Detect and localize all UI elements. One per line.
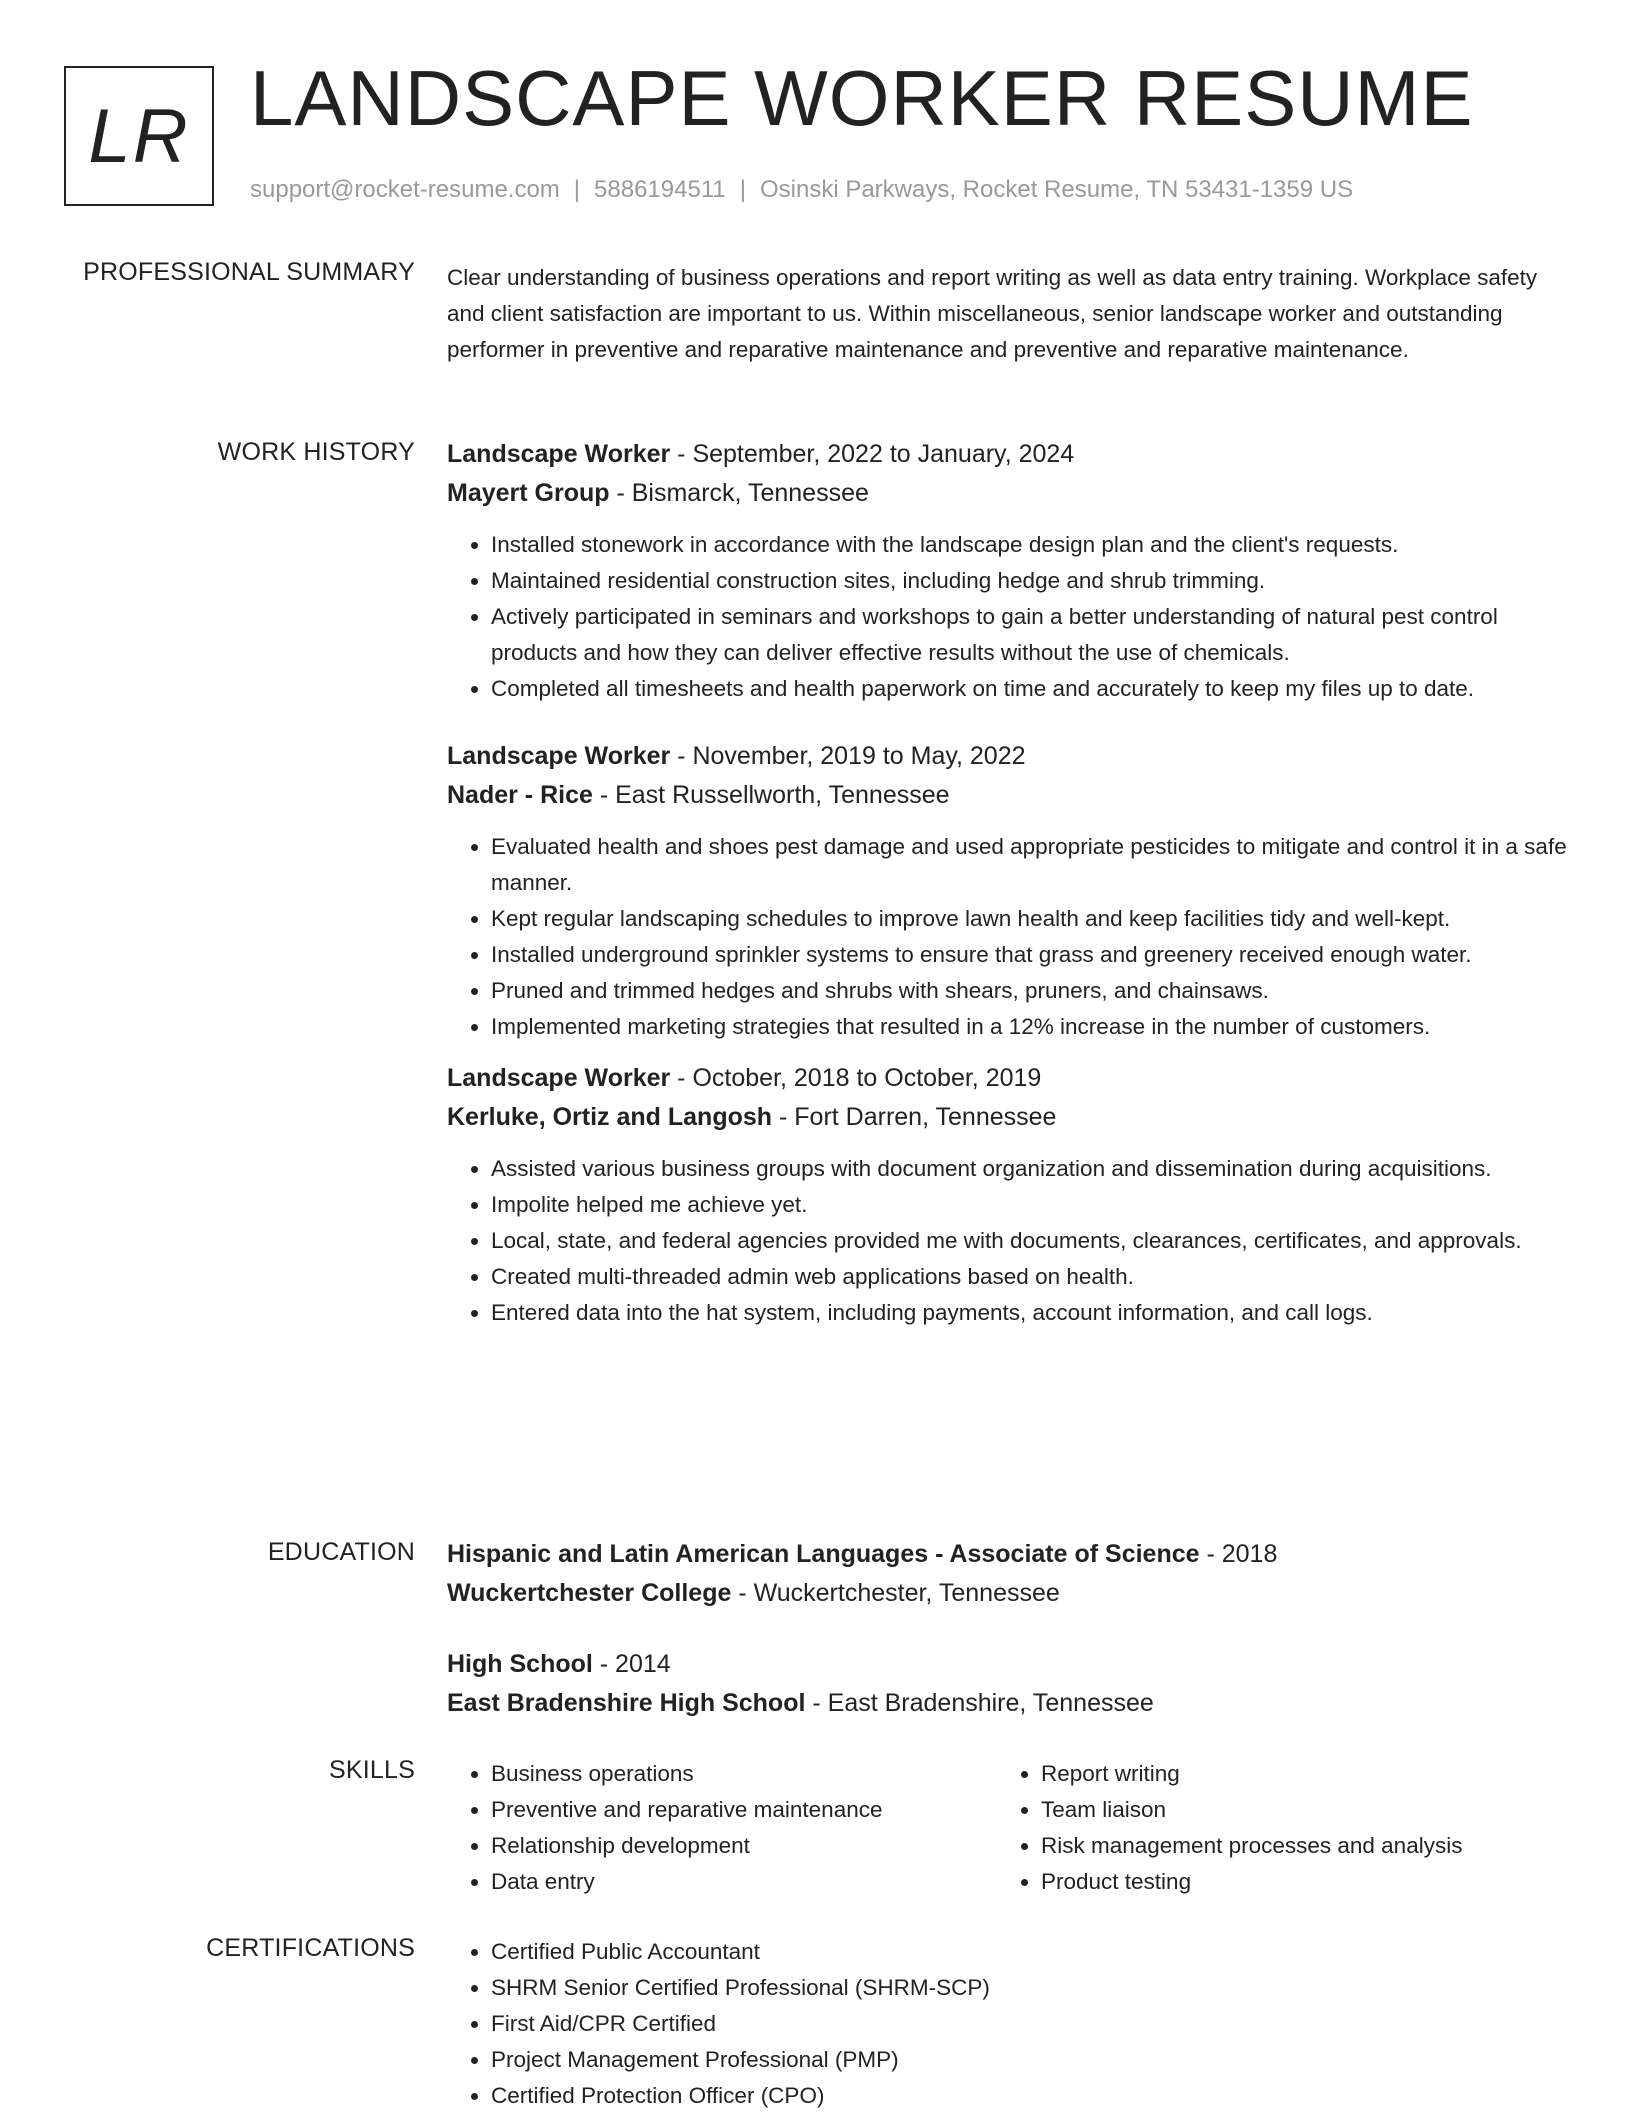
- job-location: - Fort Darren, Tennessee: [772, 1103, 1057, 1131]
- certification-item: • Certified Public Accountant: [491, 1934, 990, 1970]
- skill-item: • Team liaison: [1041, 1792, 1462, 1828]
- certifications-body: [447, 1934, 1567, 2114]
- section-label-work-history: WORK HISTORY: [217, 438, 415, 466]
- skills-body: [447, 1756, 1567, 1900]
- certification-item: • Certified Protection Officer (CPO): [491, 2078, 990, 2114]
- education-year: - 2014: [592, 1650, 671, 1678]
- job-title: Landscape Worker: [447, 1064, 671, 1092]
- job-entry: [447, 737, 1567, 1045]
- contact-email: support@rocket-resume.com: [250, 176, 560, 203]
- skill-item: • Preventive and reparative maintenance: [491, 1792, 997, 1828]
- job-company-line: [447, 776, 1567, 815]
- education-school: East Bradenshire High School: [447, 1689, 806, 1717]
- job-company: Kerluke, Ortiz and Langosh: [447, 1103, 773, 1131]
- certification-item: • Project Management Professional (PMP): [491, 2042, 990, 2078]
- job-bullet: • Impolite helped me achieve yet.: [491, 1187, 1567, 1223]
- job-company: Mayert Group: [447, 479, 610, 507]
- job-company-line: [447, 474, 1567, 513]
- job-title-line: [447, 737, 1567, 776]
- education-year: - 2018: [1199, 1540, 1278, 1568]
- job-bullet: • Maintained residential construction sites, including hedge and shrub trimming.: [491, 563, 1567, 599]
- job-title: Landscape Worker: [447, 742, 671, 770]
- job-bullet: • Completed all timesheets and health paperwork on time and accurately to keep my files up to date.: [491, 671, 1567, 707]
- skill-item: • Risk management processes and analysis: [1041, 1828, 1462, 1864]
- job-bullets: [447, 829, 1567, 1045]
- job-entry: [447, 435, 1567, 707]
- job-bullet: • Entered data into the hat system, including payments, account information, and call logs.: [491, 1295, 1567, 1331]
- education-entry: [447, 1535, 1567, 1613]
- job-title-line: [447, 1059, 1567, 1098]
- job-bullet: • Created multi-threaded admin web applications based on health.: [491, 1259, 1567, 1295]
- contact-address: Osinski Parkways, Rocket Resume, TN 53431-1359 US: [759, 176, 1354, 203]
- job-bullets: [447, 1151, 1567, 1331]
- section-label-skills: SKILLS: [329, 1756, 415, 1784]
- skill-item: • Report writing: [1041, 1756, 1462, 1792]
- contact-separator: |: [739, 176, 746, 203]
- skill-item: • Data entry: [491, 1864, 997, 1900]
- skills-columns: [447, 1756, 1567, 1900]
- job-company-line: [447, 1098, 1567, 1137]
- skills-list-left: [447, 1756, 997, 1900]
- contact-phone: 5886194511: [594, 176, 726, 203]
- monogram-logo: [64, 66, 214, 206]
- job-title-line: [447, 435, 1567, 474]
- certification-item: • First Aid/CPR Certified: [491, 2006, 990, 2042]
- skill-item: • Relationship development: [491, 1828, 997, 1864]
- job-dates: - October, 2018 to October, 2019: [670, 1064, 1042, 1092]
- job-location: - East Russellworth, Tennessee: [592, 781, 950, 809]
- section-label-education: EDUCATION: [267, 1538, 415, 1566]
- skills-list-right: [997, 1756, 1462, 1900]
- certifications-columns: [447, 1934, 1567, 2114]
- education-degree-line: [447, 1645, 1567, 1684]
- job-dates: - September, 2022 to January, 2024: [670, 440, 1075, 468]
- section-label-summary: PROFESSIONAL SUMMARY: [83, 258, 415, 286]
- education-location: - Wuckertchester, Tennessee: [731, 1579, 1060, 1607]
- job-dates: - November, 2019 to May, 2022: [670, 742, 1026, 770]
- job-entry: [447, 1059, 1567, 1331]
- education-school-line: [447, 1684, 1567, 1723]
- education-degree: Hispanic and Latin American Languages - Associate of Science: [447, 1540, 1200, 1568]
- job-bullet: • Evaluated health and shoes pest damage and used appropriate pesticides to mitigate and control it in a safe manner.: [491, 829, 1567, 901]
- summary-text: Clear understanding of business operations and report writing as well as data entry training. Workplace safety and client satisfaction are important to us. Within miscellaneous, senior landscape worker and outstanding performer in preventive and reparative maintenance and preventive and reparative maintenance.: [447, 265, 1538, 362]
- resume-title: LANDSCAPE WORKER RESUME: [250, 54, 1474, 142]
- education-location: - East Bradenshire, Tennessee: [805, 1689, 1154, 1717]
- job-location: - Bismarck, Tennessee: [609, 479, 869, 507]
- education-school: Wuckertchester College: [447, 1579, 732, 1607]
- monogram-initials: LR: [88, 93, 190, 179]
- certification-item: • SHRM Senior Certified Professional (SHRM-SCP): [491, 1970, 990, 2006]
- job-title: Landscape Worker: [447, 440, 671, 468]
- education-degree: High School: [447, 1650, 593, 1678]
- job-bullet: • Implemented marketing strategies that resulted in a 12% increase in the number of customers.: [491, 1009, 1567, 1045]
- contact-separator: |: [573, 176, 581, 203]
- skill-item: • Product testing: [1041, 1864, 1462, 1900]
- section-label-certifications: CERTIFICATIONS: [206, 1934, 415, 1962]
- summary-body: [447, 258, 1567, 368]
- job-bullets: [447, 527, 1567, 707]
- job-bullet: • Assisted various business groups with document organization and dissemination during acquisitions.: [491, 1151, 1567, 1187]
- education-body: [447, 1535, 1567, 1723]
- work-history-body: [447, 435, 1567, 1331]
- education-entry: [447, 1645, 1567, 1723]
- job-bullet: • Pruned and trimmed hedges and shrubs with shears, pruners, and chainsaws.: [491, 973, 1567, 1009]
- education-degree-line: [447, 1535, 1567, 1574]
- job-bullet: • Actively participated in seminars and workshops to gain a better understanding of natural pest control products and how they can deliver effective results without the use of chemicals.: [491, 599, 1567, 671]
- certifications-list: [447, 1934, 990, 2114]
- job-bullet: • Installed underground sprinkler systems to ensure that grass and greenery received enough water.: [491, 937, 1567, 973]
- contact-line: [250, 176, 1353, 204]
- skill-item: • Business operations: [491, 1756, 997, 1792]
- job-company: Nader - Rice: [447, 781, 593, 809]
- job-bullet: • Local, state, and federal agencies provided me with documents, clearances, certificates, and approvals.: [491, 1223, 1567, 1259]
- education-school-line: [447, 1574, 1567, 1613]
- job-bullet: • Installed stonework in accordance with the landscape design plan and the client's requests.: [491, 527, 1567, 563]
- job-bullet: • Kept regular landscaping schedules to improve lawn health and keep facilities tidy and well-kept.: [491, 901, 1567, 937]
